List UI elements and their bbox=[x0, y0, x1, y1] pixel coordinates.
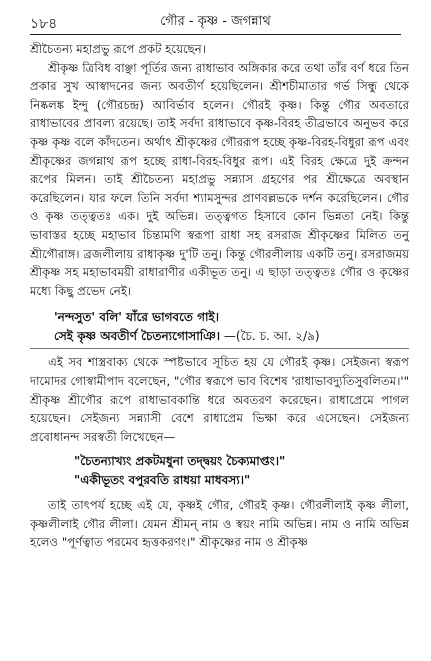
page-header bbox=[30, 8, 401, 35]
page-number: ১৮৪ bbox=[30, 16, 58, 32]
verse-2-line-2: "একীভূতং বপুরবতি রাধয়া মাধবস্য।" bbox=[74, 473, 251, 488]
verse-1-line-2-text: সেই কৃষ্ণ অবতীর্ণ চৈতন্যগোসাঞি। bbox=[54, 329, 221, 344]
verse-2-line-1: "চৈতন্যাখ্যং প্রকটমধুনা তদ্দ্বয়ং চৈক্যমাপ্তং।" bbox=[74, 454, 286, 469]
verse-divider bbox=[30, 348, 409, 349]
paragraph-2: শ্রীকৃষ্ণ ত্রিবিধ বাঞ্ছা পূর্তির জন্য রাধাভাব অঙ্গিকার করে তথা তাঁর বর্ণ ধরে তিন প্রকার সুখ আস্বাদনের জন্য অবতীর্ণ হয়েছিলেন। শ্রীশচীমাতার গর্ভ সিন্ধু থেকে নিষ্কলঙ্ক ইন্দু (গৌরচন্দ্র) আবির্ভাব হলেন। গৌরই কৃষ্ণ। কিন্তু গৌর অবতারে রাধাভাবের প্রাবল্য রয়েছে। তাই সর্বদা রাধাভাবে কৃষ্ণ-বিরহ তীব্রভাবে অনুভব করে কৃষ্ণ কৃষ্ণ বলে কাঁদতেন। অর্থাৎ শ্রীকৃষ্ণের গৌররূপ হচ্ছে কৃষ্ণ-বিরহ-বিধুরা রূপ এবং শ্রীকৃষ্ণের জগন্নাথ রূপ হচ্ছে রাধা-বিরহ-বিধুর রূপ। এই বিরহ ক্ষেত্রে দুই ক্রন্দন রূপের মিলন। তাই শ্রীচৈতন্য মহাপ্রভু সন্ন্যাস গ্রহণের পর শ্রীক্ষেত্রে অবস্থান করেছিলেন। যার ফলে তিনি সর্বদা শ্যামসুন্দর প্রাণবল্লভকে দর্শন করেছিলেন। গৌর ও কৃষ্ণ তত্ত্বতঃ এক। দুই অভিন্ন। তত্ত্বগত হিসাবে কোন ভিন্নতা নেই। কিন্তু ভাবাস্তর হচ্ছে মহাভাব চিন্তামণি স্বরূপা রাধা সহ রসরাজ শ্রীকৃষ্ণের মিলিত তনু শ্রীগৌরাঙ্গ। ব্রজলীলায় রাধাকৃষ্ণ দু'টি তনু। কিন্তু গৌরলীলায় একটি তনু। রসরাজময় শ্রীকৃষ্ণ সহ মহাভাবময়ী রাধারাণীর একীভূত তনু। এ ছাড়া তত্ত্বতঃ গৌর ও কৃষ্ণের মধ্যে কিছু প্রভেদ নেই। bbox=[30, 60, 409, 298]
paragraph-1: শ্রীচৈতন্য মহাপ্রভু রূপে প্রকট হয়েছেন। bbox=[30, 42, 206, 56]
verse-block-2 bbox=[30, 452, 409, 490]
running-title: গৌর - কৃষ্ণ - জগন্নাথ bbox=[160, 14, 271, 29]
verse-block-1 bbox=[30, 308, 409, 346]
verse-1-line-1: 'নন্দসুত' বলি' যাঁরে ভাগবতে গাই। bbox=[54, 310, 219, 325]
verse-1-reference: —(চৈ. চ. আ. ২/৯) bbox=[220, 329, 320, 344]
paragraph-4: তাই তাৎপর্য হচ্ছে এই যে, কৃষ্ণই গৌর, গৌরই কৃষ্ণ। গৌরলীলাই কৃষ্ণ লীলা, কৃষ্ণলীলাই গৌর লীলা। যেমন শ্রীমন্ নাম ও স্বয়ং নামি অভিন্ন। নাম ও নামি অভিন্ন হলেও "পূর্ণত্বাত পরমেব হৃত্তকরণং।" শ্রীকৃষ্ণের নাম ও শ্রীকৃষ্ণ bbox=[30, 498, 409, 550]
page-body bbox=[30, 40, 409, 552]
verse-1-line-2 bbox=[54, 327, 409, 346]
paragraph-3: এই সব শাস্ত্রবাক্য থেকে স্পষ্টভাবে সূচিত হয় যে গৌরই কৃষ্ণ। সেইজন্য স্বরূপ দামোদর গোস্বামীপাদ বলেছেন, "গৌর স্বরূপে ভাব বিশেষ 'রাধাভাবদ্যুতিসুবলিতম।'" শ্রীকৃষ্ণ শ্রীগৌর রূপে রাধাভাবকান্তি ধরে অবতরণ করেছেন। রাধাপ্রেমে পাগল হয়েছেন। সেইজন্য সন্ন্যাসী বেশে রাধাপ্রেম ভিক্ষা করে এসেছেন। সেইজন্য প্রবোধানন্দ সরস্বতী লিখেছেন— bbox=[30, 355, 409, 444]
